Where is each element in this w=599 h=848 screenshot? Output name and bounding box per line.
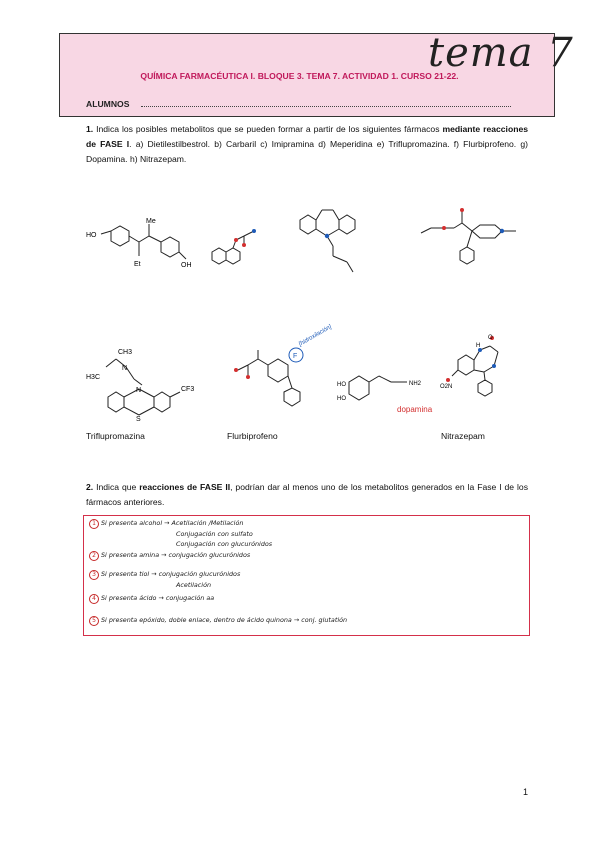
question-1-bold: mediante reacciones de FASE I	[86, 124, 529, 149]
nitrazepam-label: Nitrazepam	[441, 431, 485, 441]
triflupromazina-structure	[86, 345, 206, 425]
tema-mark: tema 7	[428, 30, 574, 76]
ho-label-1: HO	[86, 232, 97, 239]
answer-2: 2 Si presenta amina → conjugación glucurónidos	[89, 551, 250, 561]
document-title: QUÍMICA FARMACÉUTICA I. BLOQUE 3. TEMA 7. ACTIVIDAD 1. CURSO 21-22.	[140, 71, 459, 81]
question-2-text-a: Indica que	[96, 482, 137, 492]
nitrazepam-structure	[440, 330, 530, 415]
answer-3-sub1: Acetilación	[176, 581, 212, 589]
alumnos-label: ALUMNOS	[86, 99, 130, 109]
dietilestilbestrol-structure	[86, 214, 196, 279]
answer-5: 5 Si presenta epóxido, doble enlace, dentro de ácido quinona → conj. glutatión	[89, 616, 347, 626]
n-label-1: N	[122, 365, 128, 372]
answer-1-sub1: Conjugación con sulfato	[176, 530, 253, 538]
nh-label: H	[476, 343, 481, 349]
imipramina-structure	[295, 200, 375, 280]
flurbiprofeno-label: Flurbiprofeno	[227, 431, 278, 441]
ho-label-2: HO	[337, 382, 346, 388]
s-label: S	[136, 416, 141, 423]
question-1-text-a: Indica los posibles metabolitos que se pueden formar a partir de los siguientes fármacos	[96, 124, 440, 134]
ho-label-3: HO	[337, 396, 346, 402]
hydroxylation-annotation: [hidroxilación]	[298, 324, 333, 348]
answer-3: 3 Si presenta tiol → conjugación glucurónidos	[89, 570, 240, 580]
dopamina-structure	[337, 360, 432, 420]
answer-1: 1 Si presenta alcohol → Acetilación /Metilación	[89, 519, 243, 529]
me-label-1: Me	[146, 218, 156, 225]
question-1-number: 1.	[86, 124, 94, 134]
no2-label: O2N	[440, 384, 453, 390]
o-label: O	[488, 335, 493, 341]
page-number: 1	[523, 787, 529, 797]
cf3-label: CF3	[181, 386, 195, 393]
answer-1-sub2: Conjugación con glucurónidos	[176, 540, 273, 548]
question-1-text-b: . a) Dietilestilbestrol. b) Carbaril c) Imipramina d) Meperidina e) Triflupromazina. f) Flurbiprofeno. g) Dopamina. h) Nitrazepam.	[86, 139, 528, 164]
question-2-bold: reacciones de FASE II	[139, 482, 231, 492]
h3c-label: H3C	[86, 374, 101, 381]
question-2	[86, 480, 528, 510]
triflupromazina-label: Triflupromazina	[86, 431, 145, 441]
flurbiprofeno-structure	[228, 324, 333, 420]
oh-label-1: OH	[181, 262, 192, 269]
carbaril-structure	[206, 222, 266, 272]
n-label-2: N	[136, 387, 142, 394]
ch3-label: CH3	[118, 349, 133, 356]
nh2-label: NH2	[409, 381, 422, 387]
question-1	[86, 122, 528, 167]
question-2-text-b: , podrían dar al menos uno de los metabolitos generados en la Fase I de los fármacos anteriores.	[86, 482, 528, 507]
f-label: F	[293, 353, 298, 360]
answer-4: 4 Si presenta ácido → conjugación aa	[89, 594, 214, 604]
et-label: Et	[134, 261, 141, 268]
meperidina-structure	[416, 203, 534, 281]
question-2-number: 2.	[86, 482, 94, 492]
alumnos-dotted-line	[141, 106, 511, 107]
dopamina-label: dopamina	[397, 405, 433, 414]
